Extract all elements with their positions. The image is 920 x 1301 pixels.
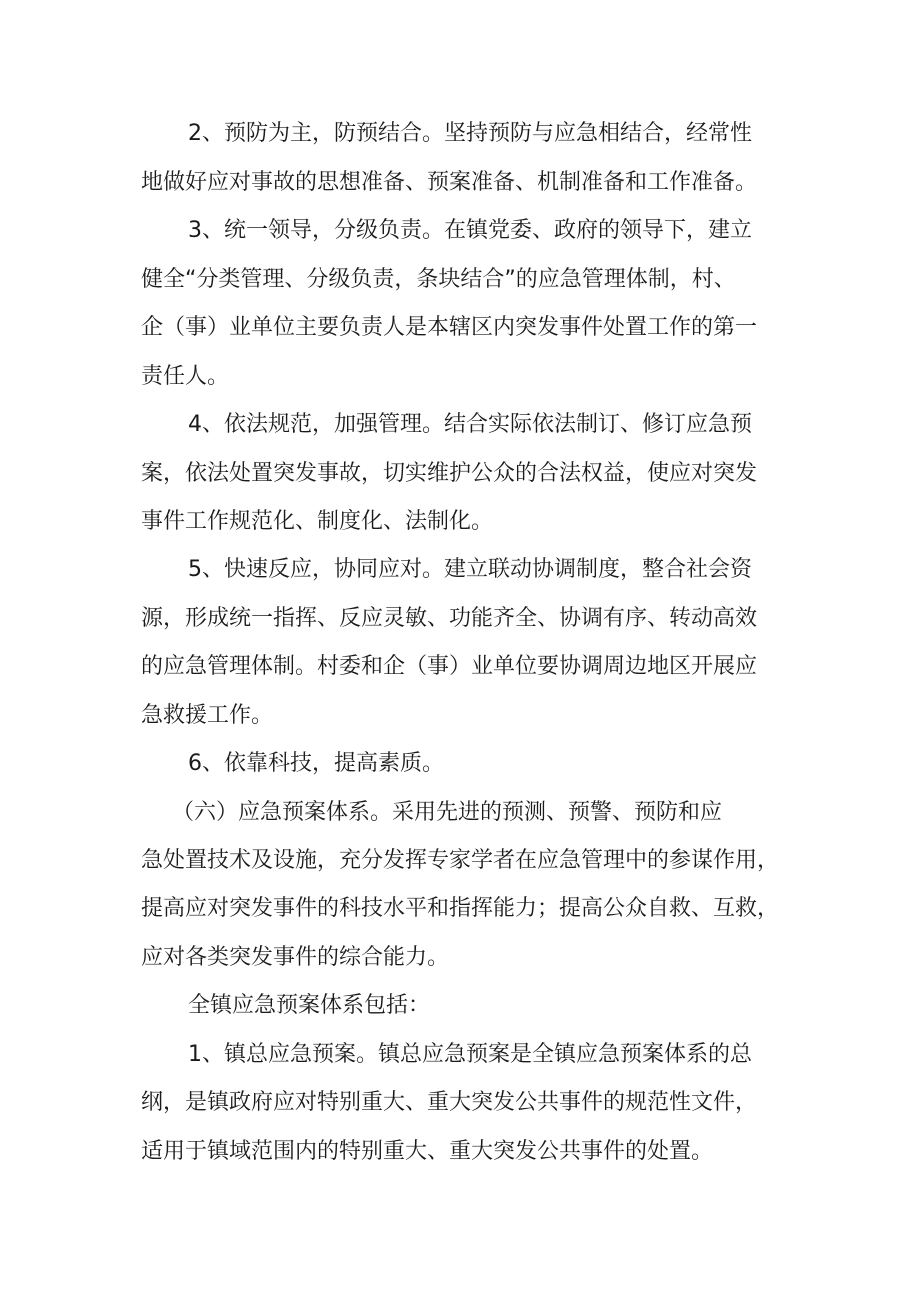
- text-line: 提高应对突发事件的科技水平和指挥能力；提高公众自救、互救，: [141, 896, 780, 921]
- section-heading: （六）应急预案体系。采用先进的预测、预警、预防和应: [172, 800, 723, 825]
- text-line: 急救援工作。: [141, 703, 274, 728]
- text-line: 案，依法处置突发事故，切实维护公众的合法权益，使应对突发: [141, 461, 758, 486]
- text-line: 纲，是镇政府应对特别重大、重大突发公共事件的规范性文件，: [141, 1090, 758, 1115]
- text-line: 4、依法规范，加强管理。结合实际依法制订、修订应急预: [188, 412, 752, 437]
- text-line: 1、镇总应急预案。镇总应急预案是全镇应急预案体系的总: [188, 1042, 752, 1067]
- text-line: 的应急管理体制。村委和企（事）业单位要协调周边地区开展应: [141, 654, 758, 679]
- text-line: 事件工作规范化、制度化、法制化。: [141, 509, 494, 534]
- text-line: 2、预防为主，防预结合。坚持预防与应急相结合，经常性: [188, 121, 752, 146]
- text-line: 3、统一领导，分级负责。在镇党委、政府的领导下，建立: [188, 218, 752, 243]
- text-line: 源，形成统一指挥、反应灵敏、功能齐全、协调有序、转动高效: [141, 606, 758, 631]
- text-line: 适用于镇域范围内的特别重大、重大突发公共事件的处置。: [141, 1139, 714, 1164]
- text-line: 急处置技术及设施，充分发挥专家学者在应急管理中的参谋作用，: [141, 848, 780, 873]
- text-line: 地做好应对事故的思想准备、预案准备、机制准备和工作准备。: [141, 170, 758, 195]
- text-line: 5、快速反应，协同应对。建立联动协调制度，整合社会资: [188, 557, 752, 582]
- text-line: 全镇应急预案体系包括：: [188, 993, 431, 1018]
- text-line: 6、依靠科技，提高素质。: [188, 751, 444, 776]
- text-line: 应对各类突发事件的综合能力。: [141, 945, 450, 970]
- text-line: 企（事）业单位主要负责人是本辖区内突发事件处置工作的第一: [141, 315, 758, 340]
- text-line: 责任人。: [141, 364, 230, 389]
- text-line: 健全“分类管理、分级负责，条块结合”的应急管理体制，村、: [141, 267, 736, 292]
